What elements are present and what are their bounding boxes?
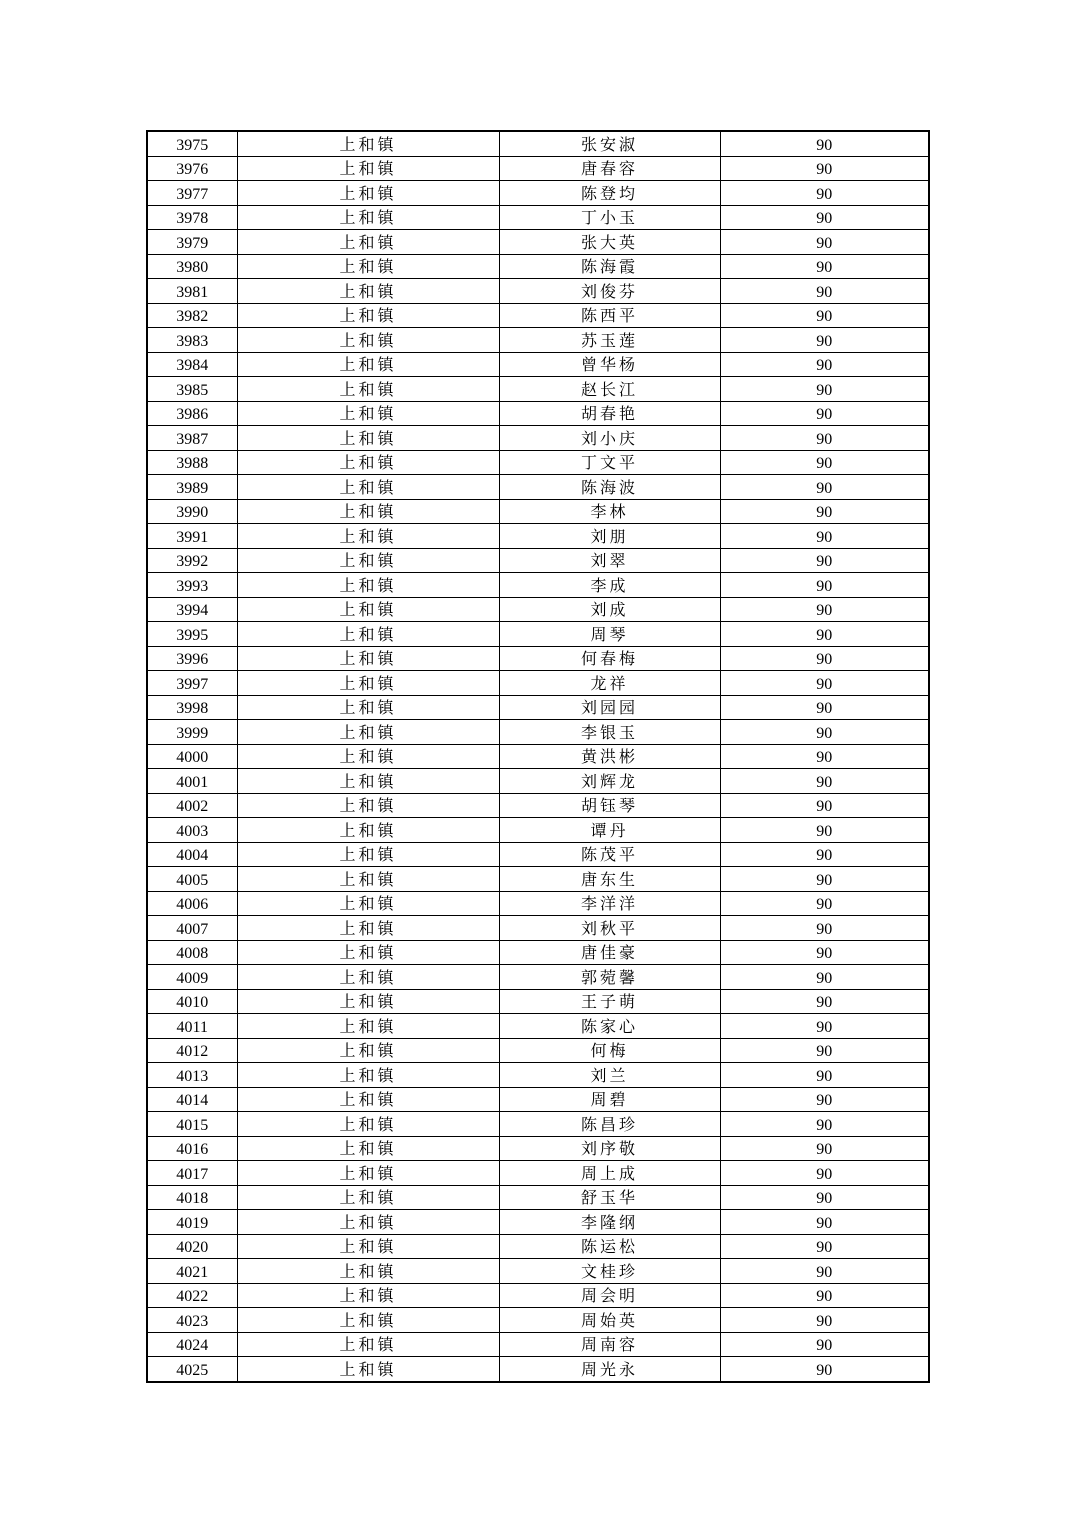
table-row bbox=[147, 1283, 929, 1308]
cell-serial-number: 3990 bbox=[147, 499, 237, 524]
cell-serial-number: 3993 bbox=[147, 573, 237, 598]
table-row bbox=[147, 1014, 929, 1039]
cell-town: 上和镇 bbox=[237, 328, 499, 353]
cell-serial-number: 4015 bbox=[147, 1112, 237, 1137]
cell-town: 上和镇 bbox=[237, 205, 499, 230]
cell-score: 90 bbox=[720, 450, 929, 475]
table-row bbox=[147, 695, 929, 720]
cell-person-name: 唐春容 bbox=[499, 156, 720, 181]
cell-town: 上和镇 bbox=[237, 1332, 499, 1357]
cell-person-name: 周上成 bbox=[499, 1161, 720, 1186]
cell-serial-number: 4010 bbox=[147, 989, 237, 1014]
table-row bbox=[147, 254, 929, 279]
cell-person-name: 陈运松 bbox=[499, 1234, 720, 1259]
cell-score: 90 bbox=[720, 744, 929, 769]
cell-town: 上和镇 bbox=[237, 1136, 499, 1161]
cell-person-name: 张安淑 bbox=[499, 131, 720, 156]
cell-serial-number: 4007 bbox=[147, 916, 237, 941]
table-row bbox=[147, 842, 929, 867]
table-row bbox=[147, 1185, 929, 1210]
table-row bbox=[147, 1234, 929, 1259]
cell-person-name: 张大英 bbox=[499, 230, 720, 255]
cell-serial-number: 4008 bbox=[147, 940, 237, 965]
cell-person-name: 龙祥 bbox=[499, 671, 720, 696]
table-row bbox=[147, 1308, 929, 1333]
cell-serial-number: 3985 bbox=[147, 377, 237, 402]
cell-score: 90 bbox=[720, 377, 929, 402]
cell-score: 90 bbox=[720, 1063, 929, 1088]
cell-serial-number: 4005 bbox=[147, 867, 237, 892]
table-row bbox=[147, 352, 929, 377]
cell-score: 90 bbox=[720, 205, 929, 230]
table-row bbox=[147, 818, 929, 843]
cell-person-name: 唐东生 bbox=[499, 867, 720, 892]
cell-score: 90 bbox=[720, 622, 929, 647]
cell-town: 上和镇 bbox=[237, 965, 499, 990]
table-row bbox=[147, 989, 929, 1014]
cell-serial-number: 4000 bbox=[147, 744, 237, 769]
table-row bbox=[147, 940, 929, 965]
table-row bbox=[147, 965, 929, 990]
cell-serial-number: 3996 bbox=[147, 646, 237, 671]
cell-serial-number: 3987 bbox=[147, 426, 237, 451]
cell-person-name: 文桂珍 bbox=[499, 1259, 720, 1284]
cell-town: 上和镇 bbox=[237, 916, 499, 941]
cell-town: 上和镇 bbox=[237, 1357, 499, 1382]
cell-score: 90 bbox=[720, 499, 929, 524]
cell-person-name: 陈茂平 bbox=[499, 842, 720, 867]
cell-serial-number: 4014 bbox=[147, 1087, 237, 1112]
cell-score: 90 bbox=[720, 1308, 929, 1333]
data-table bbox=[146, 130, 930, 1383]
cell-score: 90 bbox=[720, 867, 929, 892]
cell-person-name: 苏玉莲 bbox=[499, 328, 720, 353]
cell-person-name: 刘园园 bbox=[499, 695, 720, 720]
cell-score: 90 bbox=[720, 989, 929, 1014]
cell-town: 上和镇 bbox=[237, 1161, 499, 1186]
cell-town: 上和镇 bbox=[237, 475, 499, 500]
cell-score: 90 bbox=[720, 1210, 929, 1235]
cell-score: 90 bbox=[720, 328, 929, 353]
cell-serial-number: 3976 bbox=[147, 156, 237, 181]
table-row bbox=[147, 622, 929, 647]
cell-person-name: 周琴 bbox=[499, 622, 720, 647]
cell-serial-number: 4016 bbox=[147, 1136, 237, 1161]
table-row bbox=[147, 156, 929, 181]
table-row bbox=[147, 450, 929, 475]
table-row bbox=[147, 377, 929, 402]
cell-person-name: 刘兰 bbox=[499, 1063, 720, 1088]
cell-town: 上和镇 bbox=[237, 671, 499, 696]
cell-town: 上和镇 bbox=[237, 720, 499, 745]
cell-town: 上和镇 bbox=[237, 131, 499, 156]
cell-town: 上和镇 bbox=[237, 1308, 499, 1333]
table-row bbox=[147, 867, 929, 892]
cell-person-name: 何春梅 bbox=[499, 646, 720, 671]
cell-person-name: 陈昌珍 bbox=[499, 1112, 720, 1137]
cell-serial-number: 3995 bbox=[147, 622, 237, 647]
table-row bbox=[147, 744, 929, 769]
cell-serial-number: 4002 bbox=[147, 793, 237, 818]
cell-person-name: 丁小玉 bbox=[499, 205, 720, 230]
cell-serial-number: 4009 bbox=[147, 965, 237, 990]
cell-serial-number: 3997 bbox=[147, 671, 237, 696]
cell-serial-number: 4019 bbox=[147, 1210, 237, 1235]
cell-person-name: 郭菀馨 bbox=[499, 965, 720, 990]
cell-score: 90 bbox=[720, 769, 929, 794]
table-row bbox=[147, 720, 929, 745]
cell-town: 上和镇 bbox=[237, 303, 499, 328]
cell-serial-number: 4018 bbox=[147, 1185, 237, 1210]
table-row bbox=[147, 1038, 929, 1063]
table-body bbox=[147, 131, 929, 1382]
cell-person-name: 李银玉 bbox=[499, 720, 720, 745]
cell-score: 90 bbox=[720, 156, 929, 181]
cell-person-name: 周光永 bbox=[499, 1357, 720, 1382]
cell-person-name: 赵长江 bbox=[499, 377, 720, 402]
cell-score: 90 bbox=[720, 475, 929, 500]
table-row bbox=[147, 793, 929, 818]
table-row bbox=[147, 303, 929, 328]
cell-score: 90 bbox=[720, 548, 929, 573]
table-row bbox=[147, 230, 929, 255]
cell-serial-number: 3988 bbox=[147, 450, 237, 475]
cell-person-name: 李洋洋 bbox=[499, 891, 720, 916]
cell-person-name: 李成 bbox=[499, 573, 720, 598]
cell-town: 上和镇 bbox=[237, 1185, 499, 1210]
table-row bbox=[147, 548, 929, 573]
cell-person-name: 周碧 bbox=[499, 1087, 720, 1112]
cell-serial-number: 4006 bbox=[147, 891, 237, 916]
cell-town: 上和镇 bbox=[237, 1210, 499, 1235]
cell-score: 90 bbox=[720, 597, 929, 622]
cell-serial-number: 3999 bbox=[147, 720, 237, 745]
cell-score: 90 bbox=[720, 1161, 929, 1186]
cell-serial-number: 3998 bbox=[147, 695, 237, 720]
cell-score: 90 bbox=[720, 916, 929, 941]
cell-town: 上和镇 bbox=[237, 524, 499, 549]
table-row bbox=[147, 646, 929, 671]
cell-person-name: 陈海霞 bbox=[499, 254, 720, 279]
cell-score: 90 bbox=[720, 818, 929, 843]
cell-person-name: 刘序敬 bbox=[499, 1136, 720, 1161]
cell-person-name: 刘秋平 bbox=[499, 916, 720, 941]
cell-person-name: 谭丹 bbox=[499, 818, 720, 843]
cell-town: 上和镇 bbox=[237, 401, 499, 426]
cell-person-name: 胡钰琴 bbox=[499, 793, 720, 818]
cell-score: 90 bbox=[720, 1283, 929, 1308]
cell-town: 上和镇 bbox=[237, 695, 499, 720]
table-row bbox=[147, 181, 929, 206]
cell-town: 上和镇 bbox=[237, 1259, 499, 1284]
cell-person-name: 曾华杨 bbox=[499, 352, 720, 377]
cell-person-name: 周会明 bbox=[499, 1283, 720, 1308]
cell-score: 90 bbox=[720, 254, 929, 279]
table-row bbox=[147, 279, 929, 304]
cell-town: 上和镇 bbox=[237, 646, 499, 671]
cell-town: 上和镇 bbox=[237, 597, 499, 622]
table-row bbox=[147, 1259, 929, 1284]
cell-serial-number: 3983 bbox=[147, 328, 237, 353]
cell-score: 90 bbox=[720, 646, 929, 671]
table-row bbox=[147, 916, 929, 941]
cell-town: 上和镇 bbox=[237, 867, 499, 892]
cell-serial-number: 3984 bbox=[147, 352, 237, 377]
cell-town: 上和镇 bbox=[237, 940, 499, 965]
cell-serial-number: 4003 bbox=[147, 818, 237, 843]
cell-person-name: 刘成 bbox=[499, 597, 720, 622]
cell-score: 90 bbox=[720, 1332, 929, 1357]
cell-person-name: 胡春艳 bbox=[499, 401, 720, 426]
cell-score: 90 bbox=[720, 181, 929, 206]
cell-serial-number: 4020 bbox=[147, 1234, 237, 1259]
table-row bbox=[147, 1357, 929, 1382]
cell-person-name: 刘辉龙 bbox=[499, 769, 720, 794]
cell-score: 90 bbox=[720, 303, 929, 328]
cell-town: 上和镇 bbox=[237, 744, 499, 769]
table-row bbox=[147, 524, 929, 549]
cell-person-name: 周始英 bbox=[499, 1308, 720, 1333]
table-row bbox=[147, 426, 929, 451]
cell-town: 上和镇 bbox=[237, 1112, 499, 1137]
cell-town: 上和镇 bbox=[237, 842, 499, 867]
cell-town: 上和镇 bbox=[237, 793, 499, 818]
cell-town: 上和镇 bbox=[237, 818, 499, 843]
cell-score: 90 bbox=[720, 671, 929, 696]
cell-town: 上和镇 bbox=[237, 1038, 499, 1063]
cell-score: 90 bbox=[720, 524, 929, 549]
table-row bbox=[147, 1136, 929, 1161]
cell-serial-number: 3980 bbox=[147, 254, 237, 279]
table-row bbox=[147, 499, 929, 524]
cell-score: 90 bbox=[720, 1357, 929, 1382]
cell-person-name: 李隆纲 bbox=[499, 1210, 720, 1235]
cell-score: 90 bbox=[720, 1112, 929, 1137]
cell-score: 90 bbox=[720, 1234, 929, 1259]
cell-person-name: 刘朋 bbox=[499, 524, 720, 549]
cell-score: 90 bbox=[720, 940, 929, 965]
cell-score: 90 bbox=[720, 131, 929, 156]
cell-score: 90 bbox=[720, 695, 929, 720]
cell-person-name: 陈登均 bbox=[499, 181, 720, 206]
cell-score: 90 bbox=[720, 401, 929, 426]
cell-score: 90 bbox=[720, 426, 929, 451]
cell-person-name: 周南容 bbox=[499, 1332, 720, 1357]
cell-serial-number: 3992 bbox=[147, 548, 237, 573]
cell-score: 90 bbox=[720, 573, 929, 598]
cell-serial-number: 3989 bbox=[147, 475, 237, 500]
cell-person-name: 刘翠 bbox=[499, 548, 720, 573]
cell-town: 上和镇 bbox=[237, 1063, 499, 1088]
cell-score: 90 bbox=[720, 279, 929, 304]
cell-score: 90 bbox=[720, 720, 929, 745]
table-row bbox=[147, 475, 929, 500]
cell-town: 上和镇 bbox=[237, 426, 499, 451]
cell-town: 上和镇 bbox=[237, 622, 499, 647]
table-row bbox=[147, 769, 929, 794]
cell-town: 上和镇 bbox=[237, 1283, 499, 1308]
table-row bbox=[147, 1161, 929, 1186]
cell-town: 上和镇 bbox=[237, 1087, 499, 1112]
table-row bbox=[147, 1332, 929, 1357]
cell-score: 90 bbox=[720, 1185, 929, 1210]
table-row bbox=[147, 891, 929, 916]
cell-person-name: 王子萌 bbox=[499, 989, 720, 1014]
table-row bbox=[147, 671, 929, 696]
cell-serial-number: 4017 bbox=[147, 1161, 237, 1186]
cell-town: 上和镇 bbox=[237, 450, 499, 475]
cell-person-name: 陈西平 bbox=[499, 303, 720, 328]
cell-person-name: 刘俊芬 bbox=[499, 279, 720, 304]
cell-serial-number: 3986 bbox=[147, 401, 237, 426]
cell-town: 上和镇 bbox=[237, 352, 499, 377]
cell-town: 上和镇 bbox=[237, 156, 499, 181]
cell-serial-number: 3975 bbox=[147, 131, 237, 156]
cell-person-name: 丁文平 bbox=[499, 450, 720, 475]
cell-serial-number: 4013 bbox=[147, 1063, 237, 1088]
cell-score: 90 bbox=[720, 842, 929, 867]
cell-town: 上和镇 bbox=[237, 573, 499, 598]
cell-serial-number: 3977 bbox=[147, 181, 237, 206]
table-row bbox=[147, 205, 929, 230]
cell-serial-number: 3981 bbox=[147, 279, 237, 304]
cell-town: 上和镇 bbox=[237, 279, 499, 304]
cell-person-name: 陈家心 bbox=[499, 1014, 720, 1039]
cell-serial-number: 3982 bbox=[147, 303, 237, 328]
cell-town: 上和镇 bbox=[237, 989, 499, 1014]
cell-score: 90 bbox=[720, 352, 929, 377]
cell-town: 上和镇 bbox=[237, 891, 499, 916]
cell-town: 上和镇 bbox=[237, 499, 499, 524]
table-row bbox=[147, 597, 929, 622]
cell-serial-number: 4021 bbox=[147, 1259, 237, 1284]
cell-score: 90 bbox=[720, 230, 929, 255]
cell-town: 上和镇 bbox=[237, 769, 499, 794]
table-row bbox=[147, 1112, 929, 1137]
cell-score: 90 bbox=[720, 891, 929, 916]
cell-score: 90 bbox=[720, 1014, 929, 1039]
cell-person-name: 刘小庆 bbox=[499, 426, 720, 451]
cell-serial-number: 4012 bbox=[147, 1038, 237, 1063]
cell-person-name: 舒玉华 bbox=[499, 1185, 720, 1210]
table-row bbox=[147, 1087, 929, 1112]
cell-serial-number: 4004 bbox=[147, 842, 237, 867]
cell-town: 上和镇 bbox=[237, 548, 499, 573]
cell-person-name: 李林 bbox=[499, 499, 720, 524]
cell-person-name: 唐佳豪 bbox=[499, 940, 720, 965]
cell-person-name: 何梅 bbox=[499, 1038, 720, 1063]
cell-score: 90 bbox=[720, 1259, 929, 1284]
cell-town: 上和镇 bbox=[237, 181, 499, 206]
cell-serial-number: 4023 bbox=[147, 1308, 237, 1333]
cell-serial-number: 4024 bbox=[147, 1332, 237, 1357]
cell-score: 90 bbox=[720, 1087, 929, 1112]
cell-serial-number: 3991 bbox=[147, 524, 237, 549]
table-row bbox=[147, 131, 929, 156]
table-row bbox=[147, 1210, 929, 1235]
cell-town: 上和镇 bbox=[237, 230, 499, 255]
cell-town: 上和镇 bbox=[237, 1014, 499, 1039]
cell-town: 上和镇 bbox=[237, 1234, 499, 1259]
cell-serial-number: 4011 bbox=[147, 1014, 237, 1039]
cell-person-name: 陈海波 bbox=[499, 475, 720, 500]
cell-serial-number: 3978 bbox=[147, 205, 237, 230]
table-row bbox=[147, 1063, 929, 1088]
cell-score: 90 bbox=[720, 793, 929, 818]
table-row bbox=[147, 328, 929, 353]
cell-score: 90 bbox=[720, 1038, 929, 1063]
cell-score: 90 bbox=[720, 965, 929, 990]
cell-town: 上和镇 bbox=[237, 377, 499, 402]
cell-serial-number: 4022 bbox=[147, 1283, 237, 1308]
cell-serial-number: 3979 bbox=[147, 230, 237, 255]
cell-serial-number: 3994 bbox=[147, 597, 237, 622]
cell-town: 上和镇 bbox=[237, 254, 499, 279]
table-row bbox=[147, 401, 929, 426]
cell-person-name: 黄洪彬 bbox=[499, 744, 720, 769]
table-row bbox=[147, 573, 929, 598]
cell-serial-number: 4025 bbox=[147, 1357, 237, 1382]
cell-score: 90 bbox=[720, 1136, 929, 1161]
cell-serial-number: 4001 bbox=[147, 769, 237, 794]
